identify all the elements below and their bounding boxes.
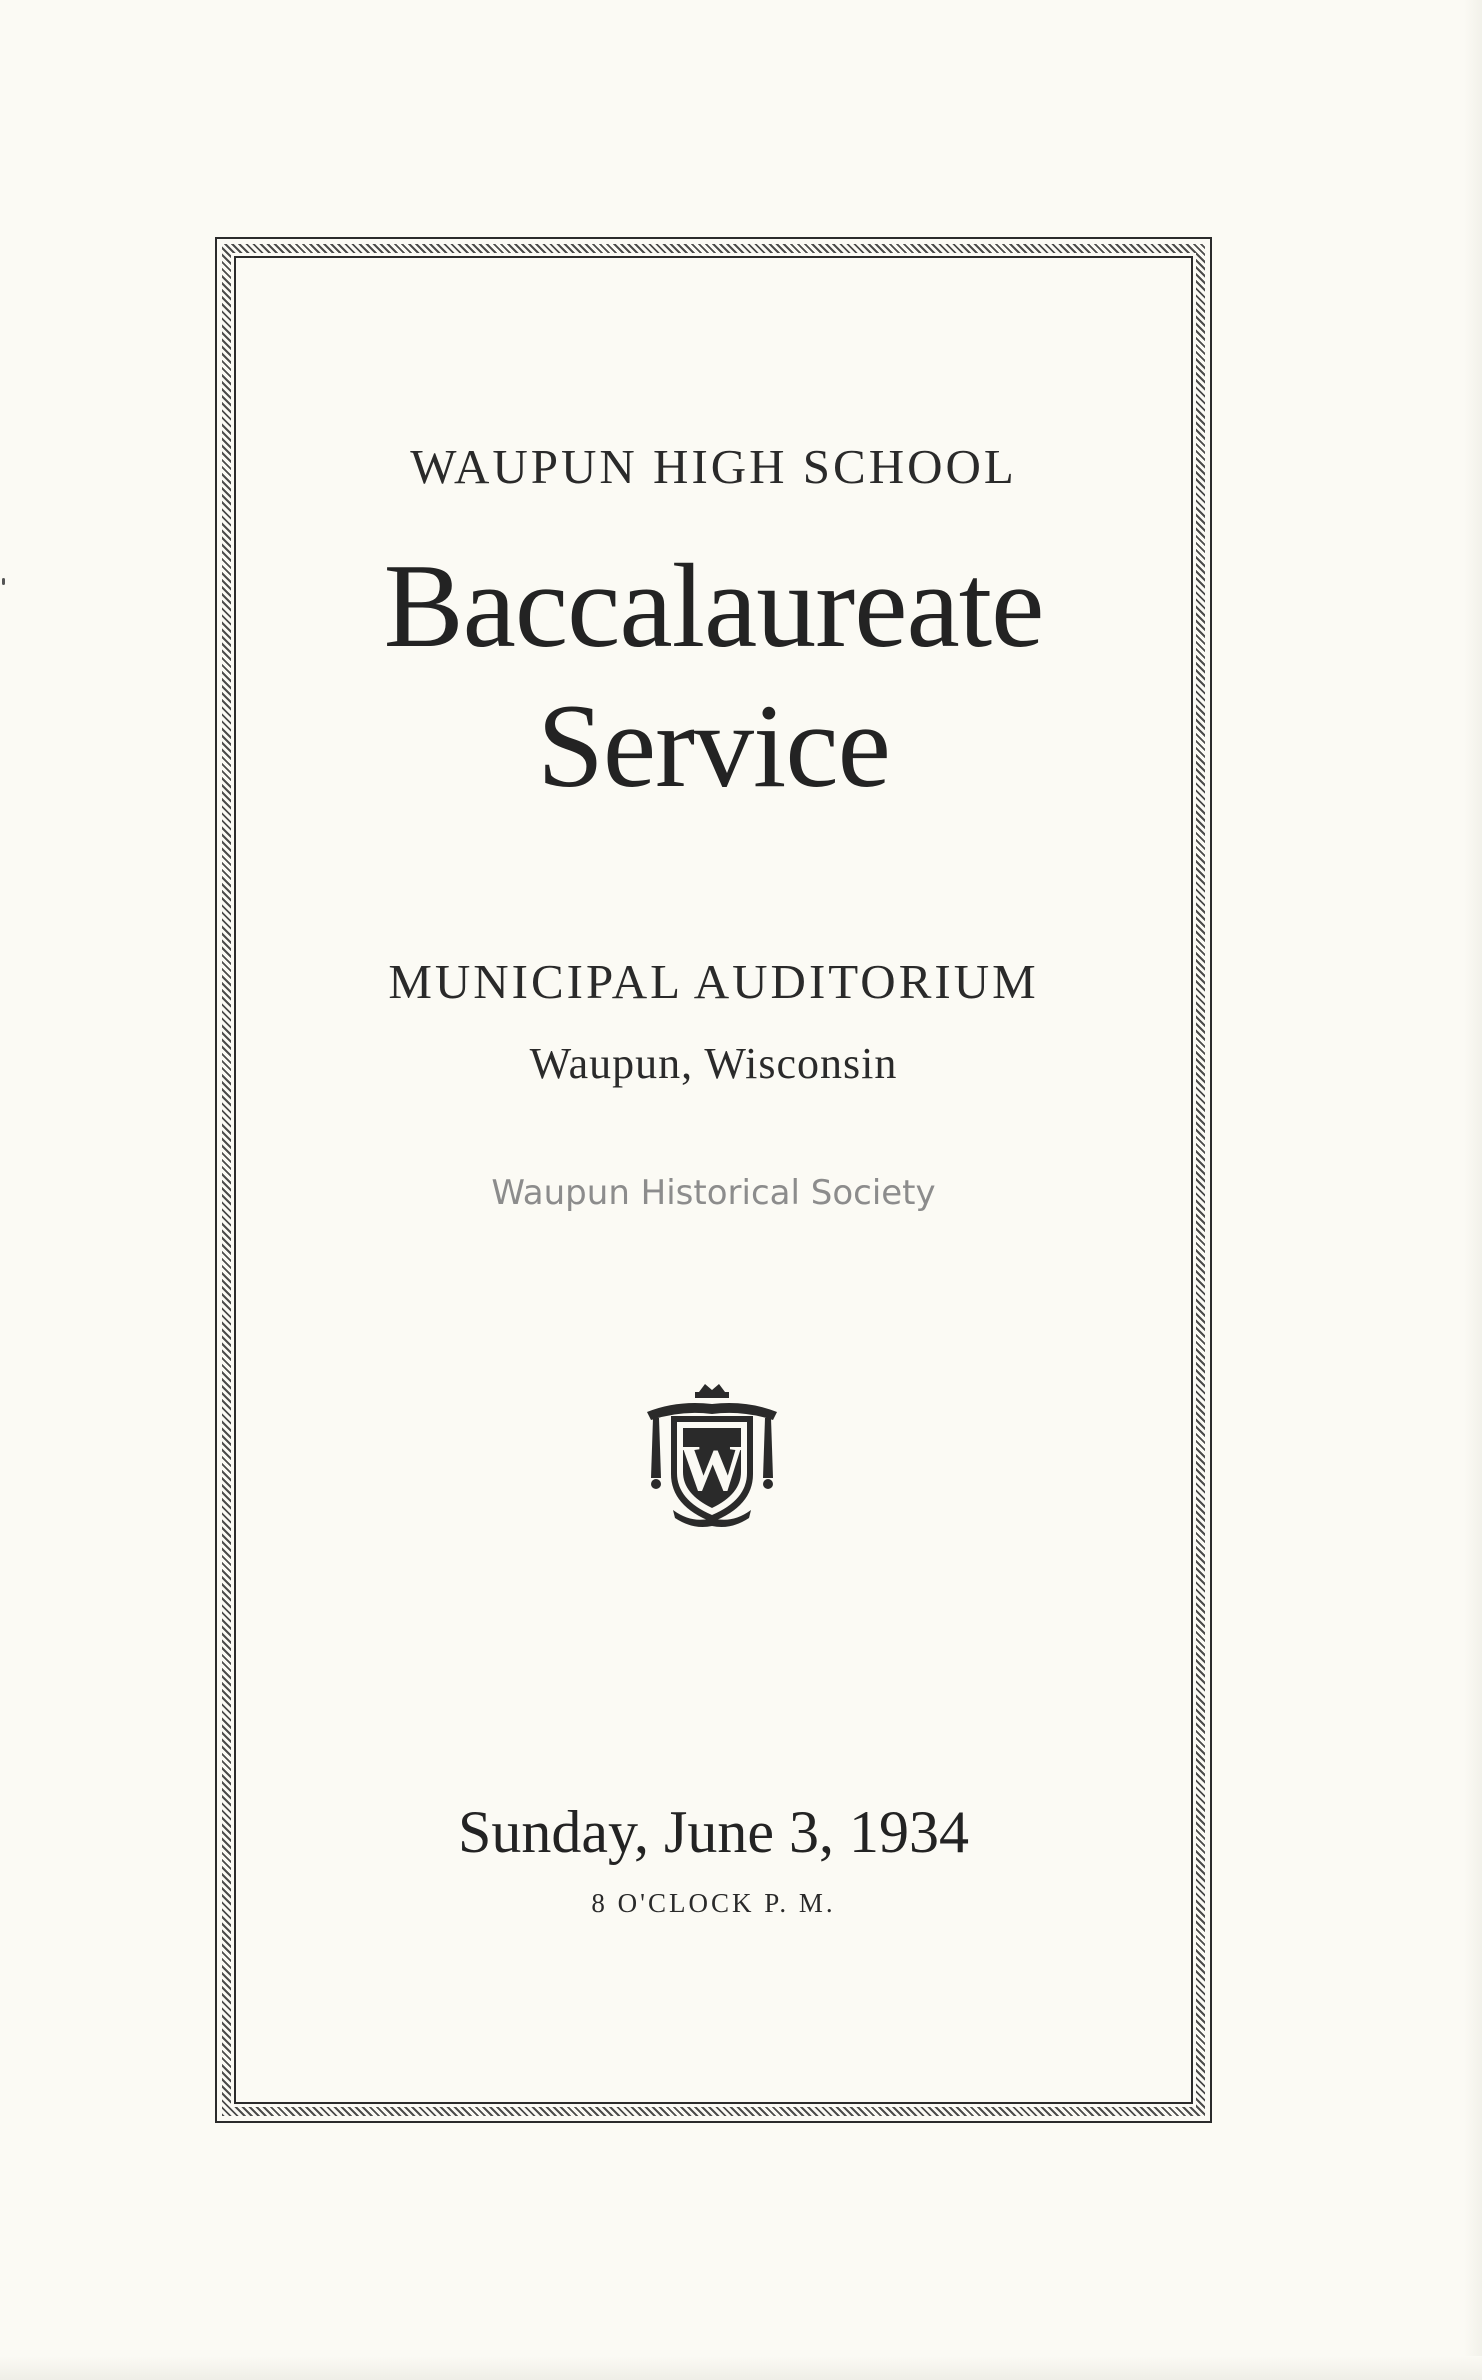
crest-letter: W bbox=[679, 1432, 745, 1505]
paper-bottom-edge bbox=[0, 2356, 1482, 2380]
watermark-text: Waupun Historical Society bbox=[491, 1173, 936, 1213]
school-crest-icon bbox=[637, 1378, 787, 1528]
paper-edge bbox=[1464, 0, 1482, 2380]
service-date: Sunday, June 3, 1934 bbox=[457, 1799, 970, 1865]
program-cover bbox=[236, 258, 1191, 2102]
paper-speck bbox=[2, 578, 5, 585]
venue-name: MUNICIPAL AUDITORIUM bbox=[388, 954, 1039, 1009]
venue-city: Waupun, Wisconsin bbox=[529, 1039, 898, 1088]
service-time: 8 O'CLOCK P. M. bbox=[591, 1888, 836, 1918]
school-name: WAUPUN HIGH SCHOOL bbox=[410, 439, 1017, 494]
title-line-2: Service bbox=[537, 679, 890, 812]
title-line-1: Baccalaureate bbox=[383, 539, 1044, 672]
